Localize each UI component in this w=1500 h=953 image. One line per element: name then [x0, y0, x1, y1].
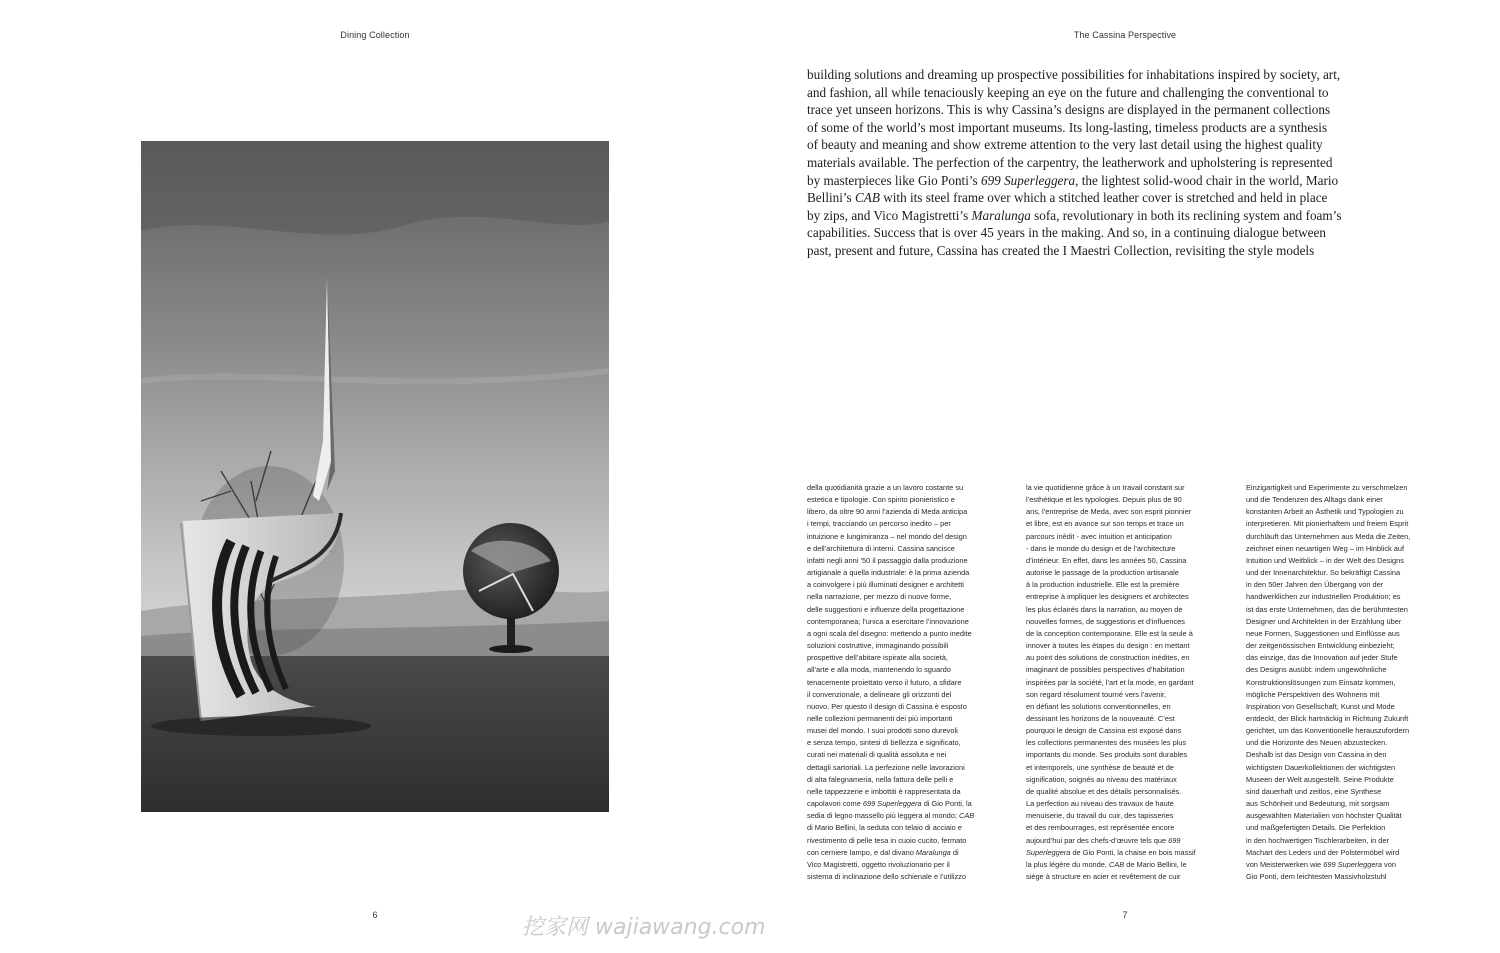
column-line: [807, 506, 1007, 518]
column-line: [1246, 640, 1446, 652]
watermark-text: 挖家网 wajiawang.com: [522, 915, 766, 940]
column-line: [1246, 835, 1446, 847]
column-line: [1026, 591, 1226, 603]
lead-line: [807, 119, 1447, 137]
column-line-segment: soluzioni costruttive, immaginando possibili: [807, 641, 949, 651]
column-line: [807, 749, 1007, 761]
column-line-segment: di alta falegnameria, nella fattura delle pelli e: [807, 774, 954, 784]
french-column: [1026, 482, 1226, 882]
column-line: [1026, 640, 1226, 652]
lead-line-segment: of beauty and meaning and show extreme attention to the very last detail using the highest quality: [807, 137, 1323, 153]
column-line-segment: libero, da oltre 90 anni l’azienda di Meda anticipa: [807, 507, 968, 517]
column-line: [1246, 543, 1446, 555]
column-line: [807, 531, 1007, 543]
column-line-segment: sedia di legno massello più leggera al mondo;: [807, 811, 960, 821]
column-line-segment: - dans le monde du design et de l’architecture: [1026, 543, 1176, 553]
column-line-segment: di Mario Bellini, la seduta con telaio di acciaio e: [807, 823, 962, 833]
lead-line-segment: with its steel frame over which a stitched leather cover is stretched and held in place: [879, 190, 1328, 206]
column-line-segment: a ogni scala del disegno: mettendo a punto inedite: [807, 628, 972, 638]
column-line: [807, 713, 1007, 725]
column-line: [1026, 652, 1226, 664]
column-line-segment: et libre, est en avance sur son temps et trace un: [1026, 519, 1184, 529]
column-line: [1246, 749, 1446, 761]
column-line-segment: a coinvolgere i più illuminati designer e architetti: [807, 580, 964, 590]
column-line-segment: der zeitgenössischen Entwicklung einbezieht;: [1246, 641, 1395, 651]
column-line: [807, 762, 1007, 774]
column-line-segment: mögliche Perspektiven des Wohnens mit: [1246, 689, 1380, 699]
column-line: [807, 555, 1007, 567]
column-line-segment: Vico Magistretti, oggetto rivoluzionario per il: [807, 859, 950, 869]
column-line: [1026, 822, 1226, 834]
column-line: [1246, 737, 1446, 749]
column-line: [1026, 762, 1226, 774]
lead-line-segment: , the lightest solid-wood chair in the world, Mario: [1075, 172, 1339, 188]
column-line-segment: und maßgefertigten Details. Die Perfektion: [1246, 823, 1386, 833]
column-line-segment: zeichnet einen neuartigen Weg – im Hinblick auf: [1246, 543, 1405, 553]
column-line: [1026, 579, 1226, 591]
column-line: [1026, 859, 1226, 871]
column-line-segment: e senza tempo, sintesi di bellezza e significato,: [807, 738, 961, 748]
column-line: [1026, 482, 1226, 494]
column-line-segment: signification, soignés au niveau des matériaux: [1026, 774, 1177, 784]
column-line: [1026, 835, 1226, 847]
column-line: [1246, 701, 1446, 713]
column-line: [1026, 677, 1226, 689]
column-line: [1246, 664, 1446, 676]
column-line-segment: musei del mondo. I suoi prodotti sono durevoli: [807, 726, 958, 736]
lead-line: [807, 242, 1447, 260]
column-line-segment: 699: [1168, 835, 1181, 845]
column-line: [807, 664, 1007, 676]
lead-line-segment: trace yet unseen horizons. This is why Cassina’s designs are displayed in the permanent collections: [807, 102, 1331, 118]
column-line-segment: intuizione e lungimiranza – nel mondo del design: [807, 531, 967, 541]
column-line-segment: il convenzionale, a delineare gli orizzonti del: [807, 689, 952, 699]
column-line-segment: all’arte e alla moda, mantenendo lo sguardo: [807, 665, 951, 675]
column-line: [807, 591, 1007, 603]
column-line-segment: con cerniere lampo, e dal divano: [807, 847, 916, 857]
lead-line-segment: Maralunga: [971, 207, 1031, 223]
column-line: [807, 701, 1007, 713]
column-line: [807, 543, 1007, 555]
column-line: [1026, 543, 1226, 555]
column-line-segment: von: [1382, 859, 1396, 869]
column-line-segment: interpretieren. Mit pionierhaftem und freiem Esprit: [1246, 519, 1409, 529]
column-line-segment: de qualité absolue et des détails personnalisés.: [1026, 786, 1182, 796]
column-line-segment: ausgewählten Materialien von höchster Qualität: [1246, 811, 1402, 821]
column-line: [1246, 822, 1446, 834]
lead-line: [807, 101, 1447, 119]
column-line: [1026, 555, 1226, 567]
column-line: [807, 567, 1007, 579]
lead-line: [807, 84, 1447, 102]
column-line: [1246, 579, 1446, 591]
lead-line-segment: past, present and future, Cassina has created the I Maestri Collection, revisiting the style models: [807, 242, 1315, 258]
column-line-segment: curati nei materiali di qualità assoluta e nei: [807, 750, 947, 760]
column-line-segment: Designer und Architekten in der Erzählung über: [1246, 616, 1402, 626]
column-line: [1026, 749, 1226, 761]
column-line-segment: konstanten Arbeit an Ästhetik und Typologien zu: [1246, 507, 1404, 517]
column-line: [1026, 494, 1226, 506]
column-line-segment: dessinant les horizons de la nouveauté. C’est: [1026, 713, 1175, 723]
folio-left: 6: [372, 910, 378, 920]
lead-line: [807, 154, 1447, 172]
column-line-segment: La perfection au niveau des travaux de haute: [1026, 799, 1174, 809]
column-line: [1026, 871, 1226, 882]
column-line: [1246, 628, 1446, 640]
column-line: [1246, 506, 1446, 518]
column-line-segment: nouvelles formes, de suggestions et d’influences: [1026, 616, 1185, 626]
column-line: [1246, 762, 1446, 774]
lead-line: [807, 66, 1447, 84]
lead-line-segment: by zips, and Vico Magistretti’s: [807, 207, 972, 223]
column-line-segment: delle suggestioni e influenze della progettazione: [807, 604, 965, 614]
column-line: [807, 725, 1007, 737]
column-line-segment: les plus éclairés dans la narration, au moyen de: [1026, 604, 1183, 614]
lead-line-segment: building solutions and dreaming up prospective possibilities for inhabitations inspired by society, art,: [807, 67, 1341, 82]
lead-line-segment: capabilities. Success that is over 45 years in the making. And so, in a continuing dialogue between: [807, 225, 1326, 241]
column-line-segment: prospettive dell’abitare ispirate alla società,: [807, 653, 948, 663]
column-line-segment: e dell’architettura di interni. Cassina sancisce: [807, 543, 955, 553]
column-line: [807, 798, 1007, 810]
column-line: [807, 482, 1007, 494]
lead-line: [807, 189, 1447, 207]
column-line-segment: capolavori come: [807, 799, 863, 809]
column-line-segment: inspirées par la société, l’art et la mode, en gardant: [1026, 677, 1194, 687]
italian-column: [807, 482, 1007, 882]
column-line: [807, 628, 1007, 640]
running-head-left: Dining Collection: [340, 30, 410, 40]
column-line-segment: neue Formen, Suggestionen und Einflüsse aus: [1246, 628, 1400, 638]
column-line: [1026, 531, 1226, 543]
column-line-segment: CAB: [959, 811, 975, 821]
column-line-segment: gerichtet, um das Konventionelle herauszufordern: [1246, 726, 1410, 736]
column-line-segment: wichtigsten Dauerkollektionen der wichtigsten: [1246, 762, 1396, 772]
column-line: [1026, 725, 1226, 737]
running-head-right: The Cassina Perspective: [1073, 30, 1177, 40]
column-line-segment: entdeckt, der Blick hartnäckig in Richtung Zukunft: [1246, 713, 1409, 723]
column-line-segment: und der Innenarchitektur. So bekräftigt Cassina: [1246, 568, 1401, 578]
column-line: [1026, 604, 1226, 616]
column-line-segment: ans, l’entreprise de Meda, avec son esprit pionnier: [1026, 507, 1192, 517]
column-line-segment: siège à structure en acier et revêtement de cuir: [1026, 872, 1181, 881]
lead-line: [807, 136, 1447, 154]
column-line-segment: ist das erste Unternehmen, das die berühmtesten: [1246, 604, 1408, 614]
column-line-segment: durchläuft das Unternehmen aus Meda die Zeiten,: [1246, 531, 1411, 541]
column-line: [1246, 798, 1446, 810]
column-line: [1026, 664, 1226, 676]
lead-line-segment: materials available. The perfection of the carpentry, the leatherwork and upholstering is represented: [807, 154, 1333, 170]
column-line: [1246, 518, 1446, 530]
column-line: [807, 786, 1007, 798]
lead-line: [807, 224, 1447, 242]
column-line: [1246, 774, 1446, 786]
column-line-segment: parcours inédit - avec intuition et anticipation: [1026, 531, 1172, 541]
column-line: [1026, 713, 1226, 725]
column-line-segment: di: [950, 847, 959, 857]
column-line-segment: importants du monde. Ses produits sont durables: [1026, 750, 1188, 760]
column-line: [1026, 518, 1226, 530]
lead-line-segment: and fashion, all while tenaciously keeping an eye on the future and challenging the conventional to: [807, 84, 1329, 100]
column-line-segment: Intuition und Weitblick – in der Welt des Designs: [1246, 555, 1404, 565]
column-line-segment: Gio Ponti, dem leichtesten Massivholzstuhl: [1246, 872, 1387, 881]
column-line: [807, 835, 1007, 847]
column-line: [1246, 689, 1446, 701]
column-line: [807, 689, 1007, 701]
lead-line-segment: 699 Superleggera: [980, 172, 1076, 188]
column-line-segment: aus Schönheit und Bedeutung, mit sorgsam: [1246, 799, 1390, 809]
column-line-segment: des Designs ausübt: indem ungewöhnliche: [1246, 665, 1387, 675]
lead-line-segment: of some of the world’s most important museums. Its long-lasting, timeless products are a synthesis: [807, 119, 1328, 135]
column-line-segment: la plus légère du monde,: [1026, 859, 1109, 869]
column-line-segment: aujourd’hui par des chefs-d’œuvre tels que: [1026, 835, 1169, 845]
lead-line-segment: sofa, revolutionary in both its reclining system and foam’s: [1030, 207, 1342, 223]
column-line-segment: in den 50er Jahren den Übergang von der: [1246, 580, 1384, 590]
column-line-segment: de Gio Ponti, la chaise en bois massif: [1070, 847, 1196, 857]
lead-line-segment: CAB: [855, 190, 880, 206]
column-line: [807, 737, 1007, 749]
column-line: [1026, 774, 1226, 786]
column-line-segment: infatti negli anni ’50 il passaggio dalla produzione: [807, 555, 968, 565]
column-line: [1026, 616, 1226, 628]
column-line: [1246, 871, 1446, 882]
column-line: [1246, 786, 1446, 798]
column-line: [807, 871, 1007, 882]
column-line: [807, 652, 1007, 664]
lead-line: [807, 172, 1447, 190]
column-line-segment: d’intérieur. En effet, dans les années 50, Cassina: [1026, 555, 1187, 565]
german-column: [1246, 482, 1446, 882]
column-line-segment: nelle collezioni permanenti dei più importanti: [807, 713, 953, 723]
column-line-segment: de la conception contemporaine. Elle est la seule à: [1026, 628, 1193, 638]
column-line: [1026, 701, 1226, 713]
column-line-segment: imaginant de possibles perspectives d’habitation: [1026, 665, 1185, 675]
column-line-segment: nuovo. Per questo il design di Cassina è esposto: [807, 701, 967, 711]
column-line-segment: menuiserie, du travail du cuir, des tapisseries: [1026, 811, 1174, 821]
column-line: [807, 847, 1007, 859]
column-line-segment: sistema di inclinazione dello schienale e l’utilizzo: [807, 872, 966, 881]
column-line-segment: de Mario Bellini, le: [1124, 859, 1187, 869]
column-line-segment: sind dauerhaft und zeitlos, eine Synthese: [1246, 786, 1382, 796]
column-line: [1246, 725, 1446, 737]
column-line: [1026, 689, 1226, 701]
column-line: [1246, 567, 1446, 579]
column-line: [1246, 677, 1446, 689]
column-line-segment: von Meisterwerken wie: [1246, 859, 1324, 869]
column-line-segment: au point des solutions de construction inédites, en: [1026, 653, 1190, 663]
right-page: [750, 0, 1500, 953]
column-line: [1026, 737, 1226, 749]
column-line-segment: della quotidianità grazie a un lavoro costante su: [807, 483, 964, 492]
column-line-segment: en défiant les solutions conventionnelles, en: [1026, 701, 1171, 711]
column-line-segment: di Gio Ponti, la: [921, 799, 972, 809]
column-line-segment: Deshalb ist das Design von Cassina in den: [1246, 750, 1387, 760]
column-line-segment: nella narrazione, per mezzo di nuove forme,: [807, 592, 952, 602]
column-line-segment: autorise le passage de la production artisanale: [1026, 568, 1179, 578]
column-line: [1246, 604, 1446, 616]
column-line: [1246, 494, 1446, 506]
column-line-segment: la vie quotidienne grâce à un travail constant sur: [1026, 483, 1185, 492]
column-line: [807, 616, 1007, 628]
column-line-segment: et des rembourrages, est représentée encore: [1026, 823, 1175, 833]
column-line: [807, 774, 1007, 786]
column-line-segment: tenacemente proiettato verso il futuro, a sfidare: [807, 677, 962, 687]
column-line: [1026, 506, 1226, 518]
column-line-segment: estetica e tipologie. Con spirito pionieristico e: [807, 495, 955, 505]
column-line-segment: contemporanea; l’unica a esercitare l’innovazione: [807, 616, 969, 626]
column-line: [1026, 567, 1226, 579]
column-line: [807, 859, 1007, 871]
column-line-segment: et intemporels, une synthèse de beauté et de: [1026, 762, 1174, 772]
column-line: [807, 518, 1007, 530]
column-line: [1246, 652, 1446, 664]
column-line-segment: Inspiration von Gesellschaft, Kunst und Mode: [1246, 701, 1395, 711]
column-line: [1026, 786, 1226, 798]
column-line: [1026, 810, 1226, 822]
lead-line: [807, 207, 1447, 225]
column-line-segment: les collections permanentes des musées les plus: [1026, 738, 1187, 748]
column-line-segment: 699 Superleggera: [862, 799, 922, 809]
column-line: [1246, 555, 1446, 567]
column-line: [1246, 616, 1446, 628]
column-line-segment: entreprise à impliquer les designers et architectes: [1026, 592, 1189, 602]
column-line-segment: Superleggera: [1026, 847, 1071, 857]
column-line-segment: nelle tappezzerie e imbottiti è rappresentata da: [807, 786, 961, 796]
english-lead-text: [807, 66, 1447, 260]
column-line-segment: innover à toutes les étapes du design : en mettant: [1026, 641, 1190, 651]
sculpture-photo: [141, 141, 609, 812]
column-line-segment: son regard résolument tourné vers l’avenir,: [1026, 689, 1167, 699]
column-line: [807, 579, 1007, 591]
column-line: [1026, 628, 1226, 640]
column-line-segment: pourquoi le design de Cassina est exposé dans: [1026, 726, 1182, 736]
lead-line-segment: Bellini’s: [807, 190, 855, 206]
column-line-segment: handwerklichen zur industriellen Produktion; es: [1246, 592, 1401, 602]
column-line: [1246, 713, 1446, 725]
column-line: [807, 822, 1007, 834]
column-line: [1026, 847, 1226, 859]
column-line: [1246, 847, 1446, 859]
column-line: [1246, 859, 1446, 871]
column-line: [807, 494, 1007, 506]
column-line-segment: Machart des Leders und der Polstermöbel wird: [1246, 847, 1400, 857]
lead-line-segment: by masterpieces like Gio Ponti’s: [807, 172, 981, 188]
column-line-segment: Einzigartigkeit und Experimente zu verschmelzen: [1246, 483, 1408, 492]
folio-right: 7: [1122, 910, 1128, 920]
column-line-segment: Maralunga: [915, 847, 951, 857]
column-line-segment: i tempi, tracciando un percorso inedito – per: [807, 519, 951, 529]
column-line-segment: Museen der Welt ausgestellt. Seine Produkte: [1246, 774, 1394, 784]
column-line-segment: artigianale a quella industriale: è la prima azienda: [807, 568, 970, 578]
column-line-segment: CAB: [1109, 859, 1125, 869]
column-line: [807, 604, 1007, 616]
column-line: [807, 677, 1007, 689]
column-line-segment: Konstruktionslösungen zum Einsatz kommen,: [1246, 677, 1396, 687]
column-line-segment: und die Tendenzen des Alltags dank einer: [1246, 495, 1383, 505]
column-line-segment: in den hochwertigen Tischlerarbeiten, in der: [1246, 835, 1389, 845]
column-line: [807, 810, 1007, 822]
column-line: [1246, 482, 1446, 494]
column-line: [1026, 798, 1226, 810]
column-line: [1246, 591, 1446, 603]
column-line-segment: dettagli sartoriali. La perfezione nelle lavorazioni: [807, 762, 965, 772]
column-line-segment: das einzige, das die Innovation auf jeder Stufe: [1246, 653, 1398, 663]
sculpture-photo-graphic: [141, 141, 609, 812]
column-line-segment: à la production industrielle. Elle est la première: [1026, 580, 1180, 590]
column-line-segment: und die Horizonte des Neuen abzustecken.: [1246, 738, 1388, 748]
column-line-segment: 699 Superleggera: [1323, 859, 1382, 869]
column-line: [1246, 531, 1446, 543]
column-line: [1246, 810, 1446, 822]
column-line: [807, 640, 1007, 652]
column-line-segment: rivestimento di pelle tesa in cuoio cucito, fermato: [807, 835, 967, 845]
column-line-segment: l’esthétique et les typologies. Depuis plus de 90: [1026, 495, 1182, 505]
